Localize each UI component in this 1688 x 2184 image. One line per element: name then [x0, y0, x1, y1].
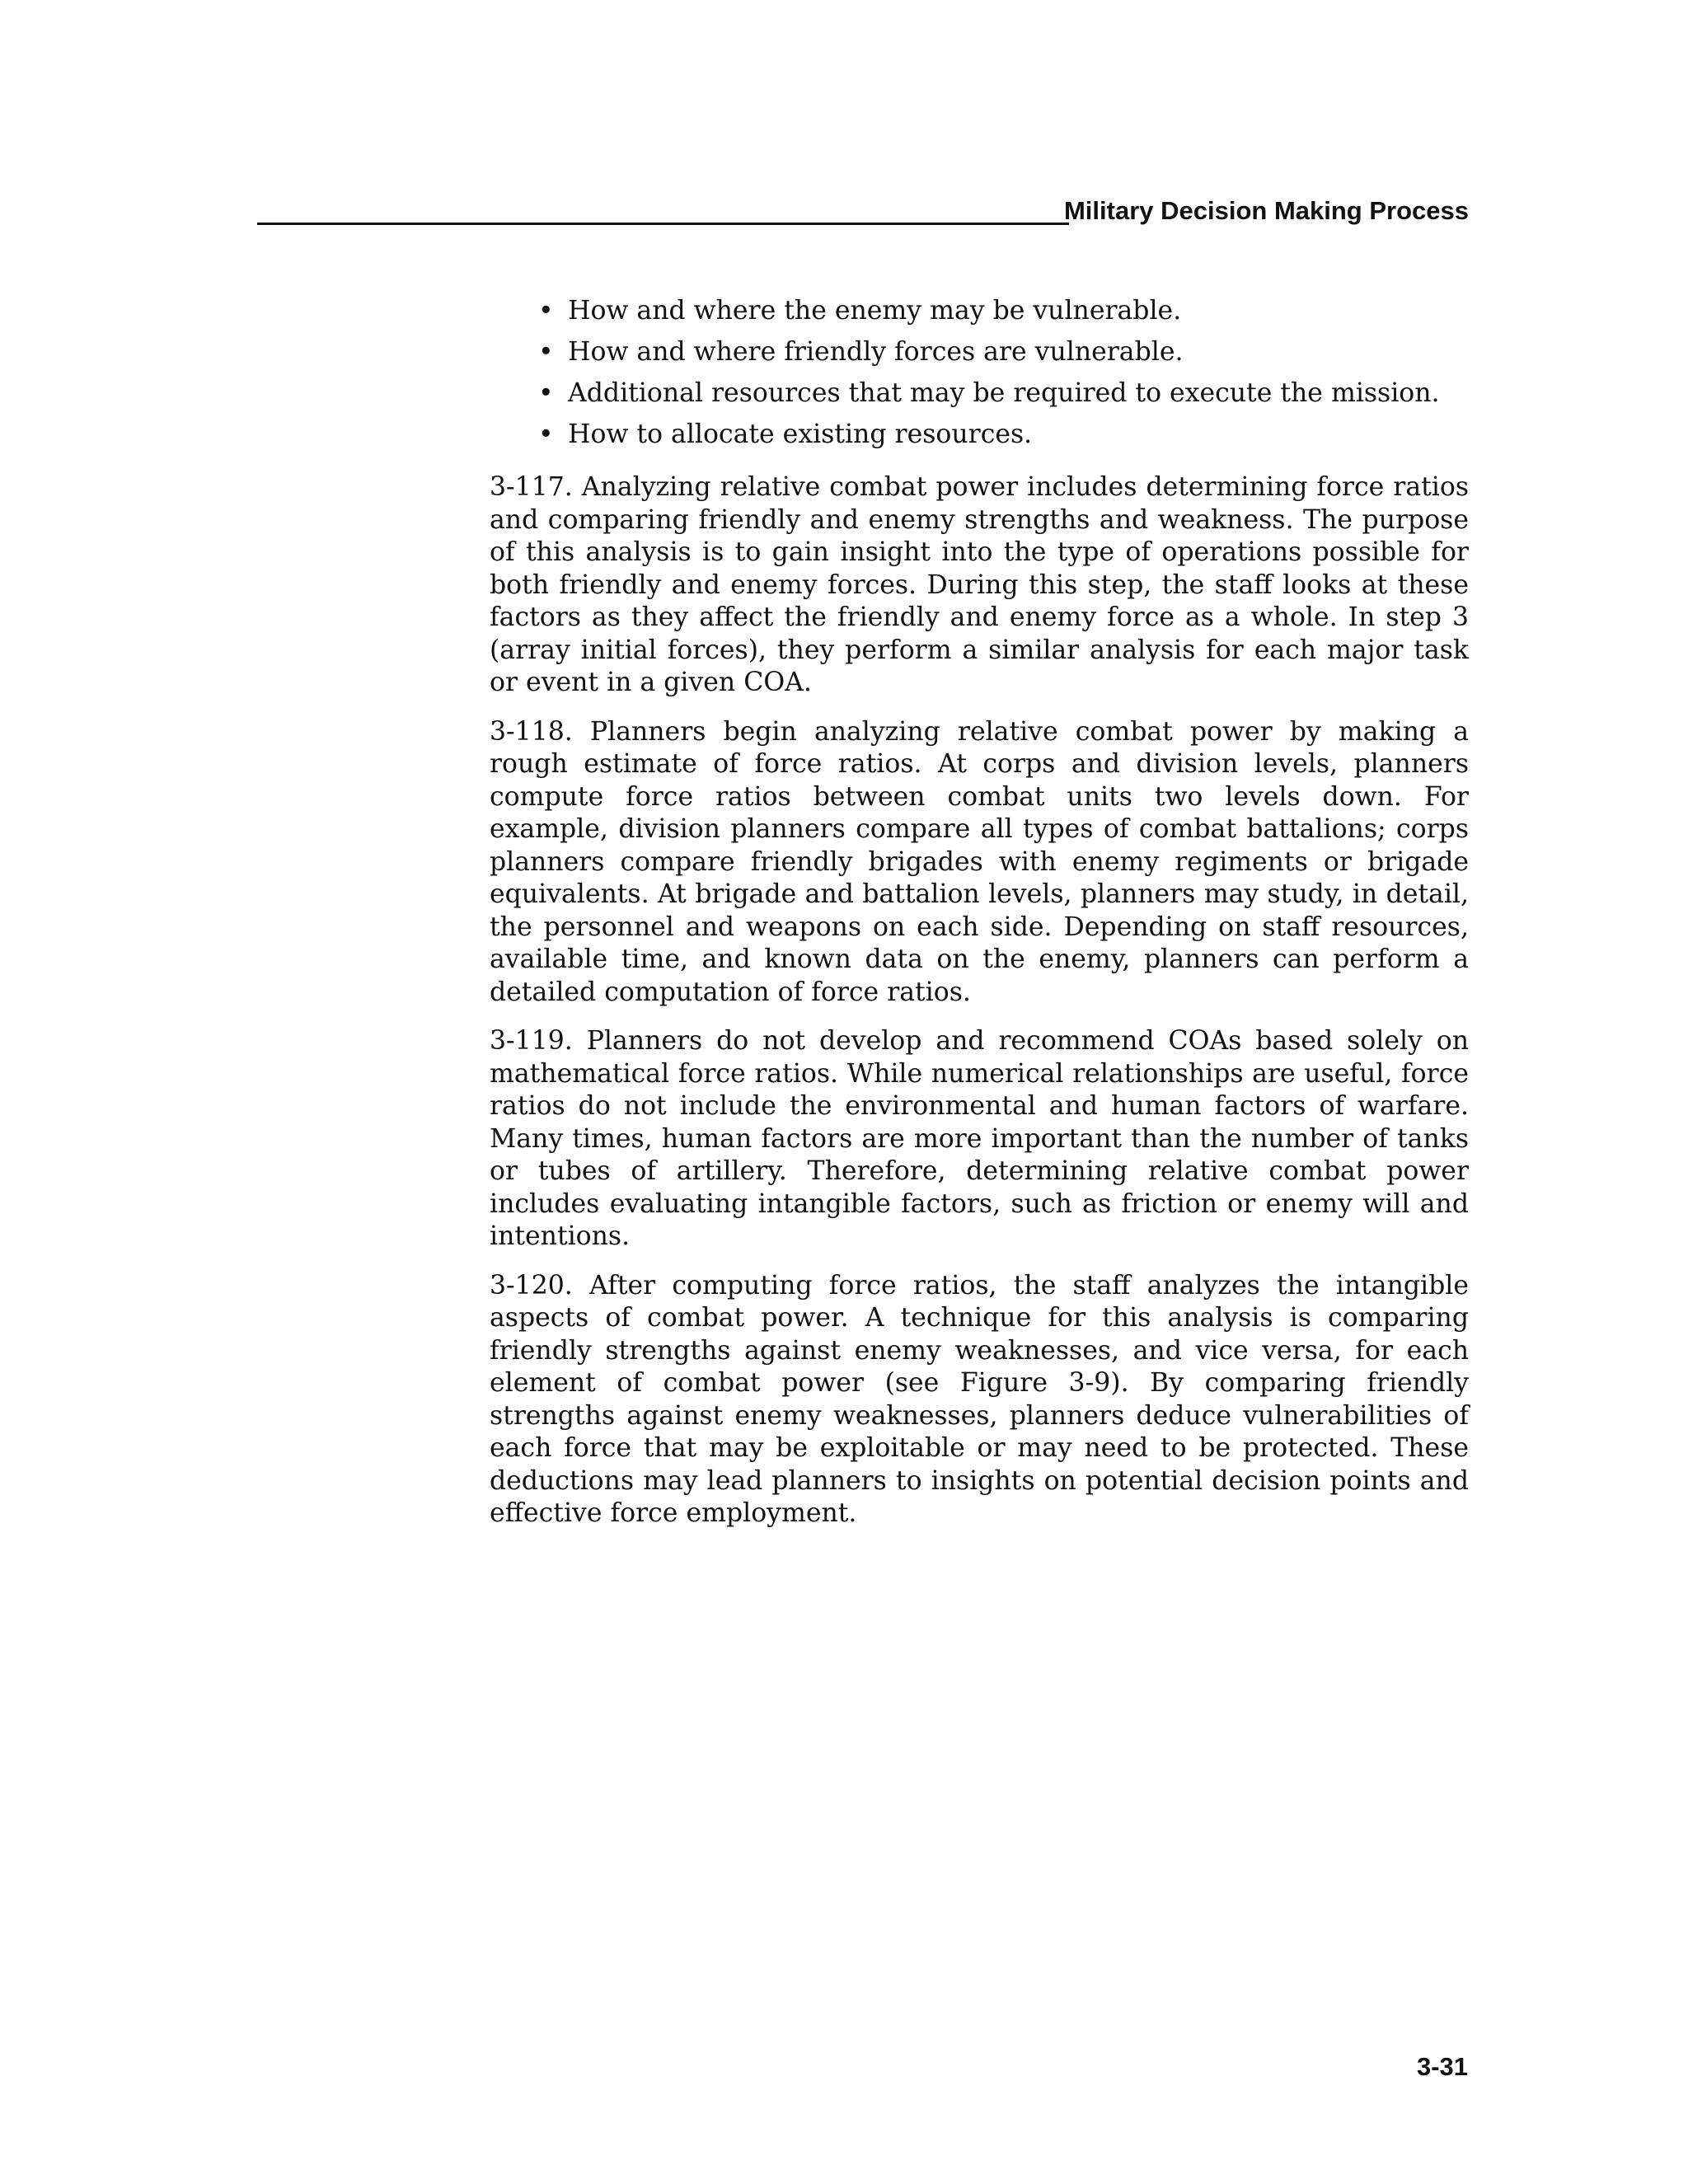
page-body — [490, 290, 1469, 1547]
bullet-text: How and where the enemy may be vulnerable. — [568, 296, 1182, 326]
paragraph-3-120: 3-120. After computing force ratios, the staff analyzes the intangible aspects of combat power. A technique for this analysis is comparing friendly strengths against enemy weaknesses, and vice versa, for each element of combat power (see Figure 3-9). By comparing friendly strengths against enemy weaknesses, planners deduce vulnerabilities of each force that may be exploitable or may need to be protected. These deductions may lead planners to insights on potential decision points and effective force employment. — [490, 1270, 1469, 1528]
bullet-item — [490, 414, 1469, 455]
paragraph-3-117: 3-117. Analyzing relative combat power includes determining force ratios and comparing friendly and enemy strengths and weakness. The purpose of this analysis is to gain insight into the type of operations possible for both friendly and enemy forces. During this step, the staff looks at these factors as they affect the friendly and enemy force as a whole. In step 3 (array initial forces), they perform a similar analysis for each major task or event in a given COA. — [490, 472, 1469, 697]
bullet-item — [490, 331, 1469, 373]
bullet-text: Additional resources that may be required to execute the mission. — [568, 378, 1440, 408]
bullet-list — [490, 290, 1469, 455]
bullet-text: How to allocate existing resources. — [568, 419, 1033, 449]
paragraph-3-118: 3-118. Planners begin analyzing relative combat power by making a rough estimate of force ratios. At corps and division levels, planners compute force ratios between combat units two levels down. For example, division planners compare all types of combat battalions; corps planners compare friendly brigades with enemy regiments or brigade equivalents. At brigade and battalion levels, planners may study, in detail, the personnel and weapons on each side. Depending on staff resources, available time, and known data on the enemy, planners can perform a detailed computation of force ratios. — [490, 716, 1469, 1007]
bullet-text: How and where friendly forces are vulnerable. — [568, 337, 1184, 367]
bullet-item — [490, 373, 1469, 414]
bullet-icon: • — [538, 378, 554, 408]
bullet-item — [490, 290, 1469, 331]
running-header-title: Military Decision Making Process — [1063, 196, 1469, 225]
paragraph-3-119: 3-119. Planners do not develop and recommend COAs based solely on mathematical force ratios. While numerical relationships are useful, force ratios do not include the environmental and human factors of warfare. Many times, human factors are more important than the number of tanks or tubes of artillery. Therefore, determining relative combat power includes evaluating intangible factors, such as friction or enemy will and intentions. — [490, 1026, 1469, 1251]
header-rule — [257, 223, 1069, 225]
bullet-icon: • — [538, 296, 554, 326]
bullet-icon: • — [538, 419, 554, 449]
page-number: 3-31 — [1416, 2052, 1468, 2081]
bullet-icon: • — [538, 337, 554, 367]
